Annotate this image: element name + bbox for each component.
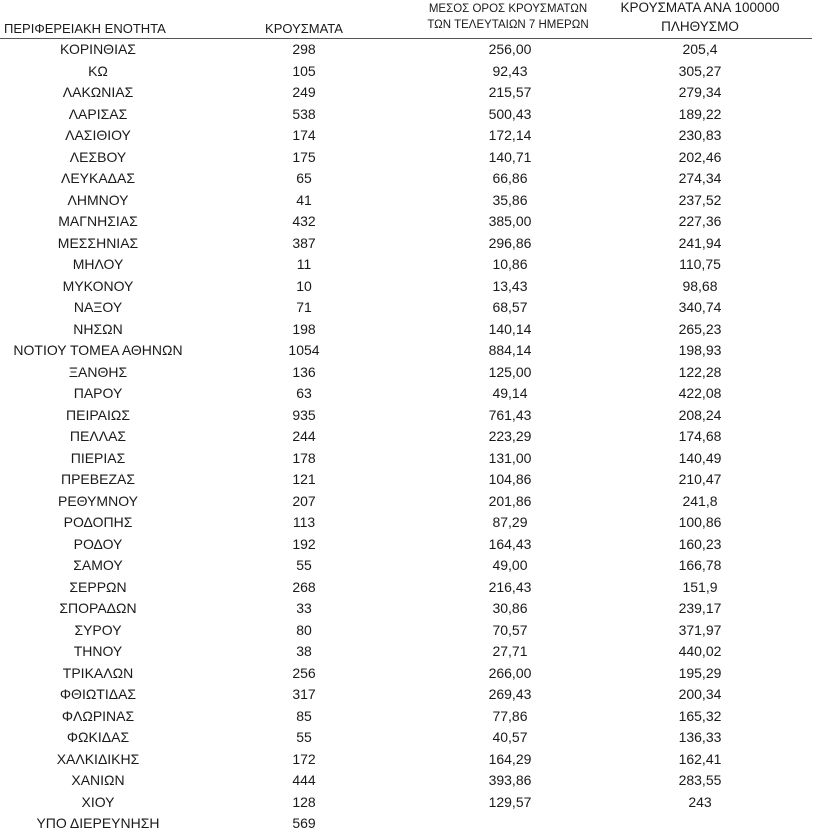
cell-7day-average: 131,00 xyxy=(488,449,532,466)
cell-region: ΡΕΘΥΜΝΟΥ xyxy=(57,492,138,509)
cell-region: ΛΗΜΝΟΥ xyxy=(67,191,129,208)
cell-cases-per-100k: 160,23 xyxy=(678,535,722,552)
cell-cases-per-100k: 422,08 xyxy=(678,385,722,401)
cell-region: ΛΑΚΩΝΙΑΣ xyxy=(62,84,134,100)
cell-7day-average: 35,86 xyxy=(492,191,528,208)
cell-region: ΣΥΡΟΥ xyxy=(74,621,122,638)
cell-region: ΤΗΝΟΥ xyxy=(73,643,123,659)
cell-7day-average: 164,43 xyxy=(488,535,532,552)
cell-cases: 128 xyxy=(292,793,316,810)
cell-cases: 10 xyxy=(296,277,312,294)
cell-cases: 11 xyxy=(296,256,312,272)
cell-7day-average: 223,29 xyxy=(488,428,532,444)
cell-region: ΛΕΥΚΑΔΑΣ xyxy=(60,170,136,186)
table-row xyxy=(0,469,820,491)
cell-region: ΡΟΔΟΠΗΣ xyxy=(63,514,133,530)
header-cases-per-100k-line1: ΚΡΟΥΣΜΑΤΑ ΑΝΑ 100000 xyxy=(620,0,780,15)
cell-cases: 298 xyxy=(292,41,316,57)
cell-cases: 65 xyxy=(296,170,312,186)
cell-region: ΤΡΙΚΑΛΩΝ xyxy=(62,664,134,681)
cell-cases: 41 xyxy=(296,191,312,208)
table-row xyxy=(0,620,820,642)
cell-region: ΠΕΛΛΑΣ xyxy=(69,428,127,444)
table-row xyxy=(0,190,820,212)
cell-7day-average: 201,86 xyxy=(488,492,532,509)
table-row xyxy=(0,319,820,341)
cell-7day-average: 77,86 xyxy=(492,707,528,724)
cell-cases-per-100k: 210,47 xyxy=(678,471,722,487)
cell-cases-per-100k: 110,75 xyxy=(679,256,721,272)
cell-7day-average: 215,57 xyxy=(488,84,532,100)
cell-cases-per-100k: 265,23 xyxy=(678,320,722,337)
header-7day-average-line1: ΜΕΣΟΣ ΟΡΟΣ ΚΡΟΥΣΜΑΤΩΝ xyxy=(428,3,588,15)
cell-7day-average: 49,14 xyxy=(492,385,528,401)
cell-region: ΝΑΞΟΥ xyxy=(73,299,123,315)
table-row xyxy=(0,61,820,83)
cell-cases: 249 xyxy=(292,84,316,100)
cell-cases: 175 xyxy=(292,148,316,165)
cell-7day-average: 500,43 xyxy=(488,105,532,122)
table-row xyxy=(0,448,820,470)
cell-cases: 33 xyxy=(296,600,312,616)
cell-cases: 136 xyxy=(292,363,316,380)
cell-region: ΧΙΟΥ xyxy=(81,793,115,810)
table-row xyxy=(0,82,820,104)
table-row xyxy=(0,276,820,298)
cell-cases-per-100k: 174,68 xyxy=(678,428,722,444)
cell-region: ΣΕΡΡΩΝ xyxy=(69,578,127,595)
cell-cases: 935 xyxy=(292,406,316,423)
cell-7day-average: 49,00 xyxy=(492,557,528,573)
cell-cases: 1054 xyxy=(288,342,320,358)
header-cases: ΚΡΟΥΣΜΑΤΑ xyxy=(265,21,343,36)
cell-7day-average: 385,00 xyxy=(488,213,532,229)
cell-region: ΚΩ xyxy=(88,62,108,79)
cell-cases-per-100k: 136,33 xyxy=(678,729,722,745)
cell-7day-average: 256,00 xyxy=(488,41,532,57)
cell-region: ΝΗΣΩΝ xyxy=(73,320,123,337)
table-row xyxy=(0,405,820,427)
cell-region: ΡΟΔΟΥ xyxy=(73,535,123,552)
table-row xyxy=(0,340,820,362)
cell-cases-per-100k: 100,86 xyxy=(678,514,722,530)
header-cases-per-100k-line2: ΠΛΗΘΥΣΜΟ xyxy=(661,19,739,34)
cell-region: ΜΑΓΝΗΣΙΑΣ xyxy=(58,213,138,229)
cell-7day-average: 30,86 xyxy=(492,600,528,616)
cell-7day-average: 27,71 xyxy=(492,643,528,659)
cell-region: ΧΑΛΚΙΔΙΚΗΣ xyxy=(56,750,140,767)
cell-7day-average: 216,43 xyxy=(488,578,532,595)
cell-7day-average: 66,86 xyxy=(492,170,528,186)
cell-cases-per-100k: 371,97 xyxy=(678,621,722,638)
header-region: ΠΕΡΙΦΕΡΕΙΑΚΗ ΕΝΟΤΗΤΑ xyxy=(4,21,166,36)
cell-7day-average: 296,86 xyxy=(488,234,532,251)
cell-7day-average: 129,57 xyxy=(488,793,532,810)
cell-7day-average: 125,00 xyxy=(488,363,532,380)
cell-cases-per-100k: 165,32 xyxy=(678,707,722,724)
cell-cases: 55 xyxy=(296,729,312,745)
cell-cases-per-100k: 279,34 xyxy=(678,84,722,100)
header-cases-per-100k xyxy=(612,0,788,36)
cell-cases-per-100k: 140,49 xyxy=(678,449,722,466)
cell-7day-average: 40,57 xyxy=(492,729,528,745)
cell-region: ΛΕΣΒΟΥ xyxy=(69,148,127,165)
table-row xyxy=(0,684,820,706)
cell-region: ΛΑΡΙΣΑΣ xyxy=(68,105,128,122)
table-row xyxy=(0,792,820,814)
table-row xyxy=(0,813,820,835)
cell-region: ΚΟΡΙΝΘΙΑΣ xyxy=(60,41,136,57)
cell-cases: 569 xyxy=(292,815,316,831)
cell-cases-per-100k: 227,36 xyxy=(678,213,722,229)
cell-cases-per-100k: 283,55 xyxy=(678,772,722,788)
cell-cases: 174 xyxy=(292,127,316,143)
cell-region: ΜΥΚΟΝΟΥ xyxy=(62,277,134,294)
table-row xyxy=(0,491,820,513)
header-7day-average-line2: ΤΩΝ ΤΕΛΕΥΤΑΙΩΝ 7 ΗΜΕΡΩΝ xyxy=(427,19,589,31)
cell-7day-average: 761,43 xyxy=(488,406,532,423)
table-row xyxy=(0,512,820,534)
cell-7day-average: 393,86 xyxy=(488,772,532,788)
table-row xyxy=(0,254,820,276)
cell-cases: 244 xyxy=(292,428,316,444)
table-row xyxy=(0,749,820,771)
cell-region: ΦΩΚΙΔΑΣ xyxy=(66,729,130,745)
cell-region: ΜΗΛΟΥ xyxy=(72,256,124,272)
cell-region: ΦΘΙΩΤΙΔΑΣ xyxy=(59,686,137,702)
cell-region: ΠΑΡΟΥ xyxy=(73,385,123,401)
cell-region: ΠΙΕΡΙΑΣ xyxy=(70,449,126,466)
cell-cases-per-100k: 241,94 xyxy=(678,234,722,251)
cell-cases: 85 xyxy=(296,707,312,724)
cell-cases-per-100k: 230,83 xyxy=(678,127,722,143)
cell-cases: 317 xyxy=(292,686,316,702)
cell-region: ΠΡΕΒΕΖΑΣ xyxy=(60,471,135,487)
cell-cases-per-100k: 205,4 xyxy=(682,41,718,57)
table-row xyxy=(0,555,820,577)
table-row xyxy=(0,168,820,190)
cell-cases: 172 xyxy=(292,750,316,767)
cell-cases: 432 xyxy=(292,213,316,229)
cell-region: ΠΕΙΡΑΙΩΣ xyxy=(66,406,130,423)
table-row xyxy=(0,297,820,319)
table-row xyxy=(0,39,820,61)
cell-cases: 113 xyxy=(292,514,316,530)
cell-7day-average: 104,86 xyxy=(488,471,532,487)
table-row xyxy=(0,577,820,599)
cell-7day-average: 70,57 xyxy=(492,621,528,638)
cell-7day-average: 172,14 xyxy=(488,127,532,143)
table-row xyxy=(0,770,820,792)
cell-cases-per-100k: 241,8 xyxy=(682,492,718,509)
table-row xyxy=(0,211,820,233)
cell-cases: 121 xyxy=(292,471,316,487)
table-row xyxy=(0,598,820,620)
cell-7day-average: 13,43 xyxy=(492,277,528,294)
header-7day-average xyxy=(410,1,606,33)
cell-cases: 105 xyxy=(292,62,316,79)
cell-7day-average: 269,43 xyxy=(488,686,532,702)
cell-cases-per-100k: 189,22 xyxy=(678,105,722,122)
cell-cases-per-100k: 440,02 xyxy=(678,643,722,659)
cell-cases-per-100k: 166,78 xyxy=(678,557,722,573)
cell-cases-per-100k: 237,52 xyxy=(678,191,722,208)
table-row xyxy=(0,147,820,169)
cell-7day-average: 140,14 xyxy=(488,320,532,337)
cell-7day-average: 884,14 xyxy=(488,342,532,358)
cell-cases: 387 xyxy=(292,234,316,251)
cell-7day-average: 68,57 xyxy=(492,299,528,315)
cell-cases: 198 xyxy=(292,320,316,337)
cell-cases: 80 xyxy=(296,621,312,638)
cell-cases-per-100k: 198,93 xyxy=(678,342,722,358)
table-row xyxy=(0,727,820,749)
cell-cases: 71 xyxy=(296,299,312,315)
cell-cases-per-100k: 98,68 xyxy=(682,277,718,294)
table-row xyxy=(0,534,820,556)
cell-cases-per-100k: 202,46 xyxy=(678,148,722,165)
cell-cases-per-100k: 305,27 xyxy=(678,62,722,79)
table-row xyxy=(0,426,820,448)
cell-cases-per-100k: 243 xyxy=(688,793,712,810)
cell-region: ΜΕΣΣΗΝΙΑΣ xyxy=(57,234,139,251)
table-row xyxy=(0,125,820,147)
cell-7day-average: 266,00 xyxy=(488,664,532,681)
cell-region: ΧΑΝΙΩΝ xyxy=(71,772,125,788)
cell-7day-average: 140,71 xyxy=(488,148,532,165)
cell-cases: 207 xyxy=(292,492,316,509)
table-row xyxy=(0,233,820,255)
cell-cases: 256 xyxy=(292,664,316,681)
table-row xyxy=(0,641,820,663)
table-row xyxy=(0,706,820,728)
cell-cases: 63 xyxy=(296,385,312,401)
cell-cases-per-100k: 340,74 xyxy=(678,299,722,315)
cell-region: ΝΟΤΙΟΥ ΤΟΜΕΑ ΑΘΗΝΩΝ xyxy=(13,342,183,358)
cell-cases: 268 xyxy=(292,578,316,595)
table-body xyxy=(0,39,820,835)
cell-cases-per-100k: 274,34 xyxy=(678,170,722,186)
cell-7day-average: 164,29 xyxy=(488,750,532,767)
table-row xyxy=(0,104,820,126)
cell-region: ΣΠΟΡΑΔΩΝ xyxy=(59,600,137,616)
table-header xyxy=(0,0,820,40)
cell-region: ΛΑΣΙΘΙΟΥ xyxy=(65,127,131,143)
cell-cases-per-100k: 239,17 xyxy=(678,600,722,616)
cell-cases: 178 xyxy=(292,449,316,466)
cell-region: ΞΑΝΘΗΣ xyxy=(68,363,128,380)
cell-cases-per-100k: 200,34 xyxy=(678,686,722,702)
cell-7day-average: 10,86 xyxy=(492,256,528,272)
cell-cases: 444 xyxy=(292,772,316,788)
cell-cases-per-100k: 151,9 xyxy=(682,578,718,595)
cell-7day-average: 92,43 xyxy=(492,62,528,79)
cell-region: ΣΑΜΟΥ xyxy=(73,557,123,573)
cell-cases: 38 xyxy=(296,643,312,659)
cell-cases-per-100k: 162,41 xyxy=(678,750,722,767)
cell-cases-per-100k: 122,28 xyxy=(678,363,722,380)
cell-7day-average: 87,29 xyxy=(492,514,528,530)
cell-cases-per-100k: 208,24 xyxy=(678,406,722,423)
cell-region: ΦΛΩΡΙΝΑΣ xyxy=(61,707,135,724)
cell-cases-per-100k: 195,29 xyxy=(678,664,722,681)
cell-region: ΥΠΟ ΔΙΕΡΕΥΝΗΣΗ xyxy=(36,815,160,831)
table-row xyxy=(0,383,820,405)
table-row xyxy=(0,362,820,384)
table-row xyxy=(0,663,820,685)
cell-cases: 192 xyxy=(292,535,316,552)
cell-cases: 55 xyxy=(296,557,312,573)
cell-cases: 538 xyxy=(292,105,316,122)
